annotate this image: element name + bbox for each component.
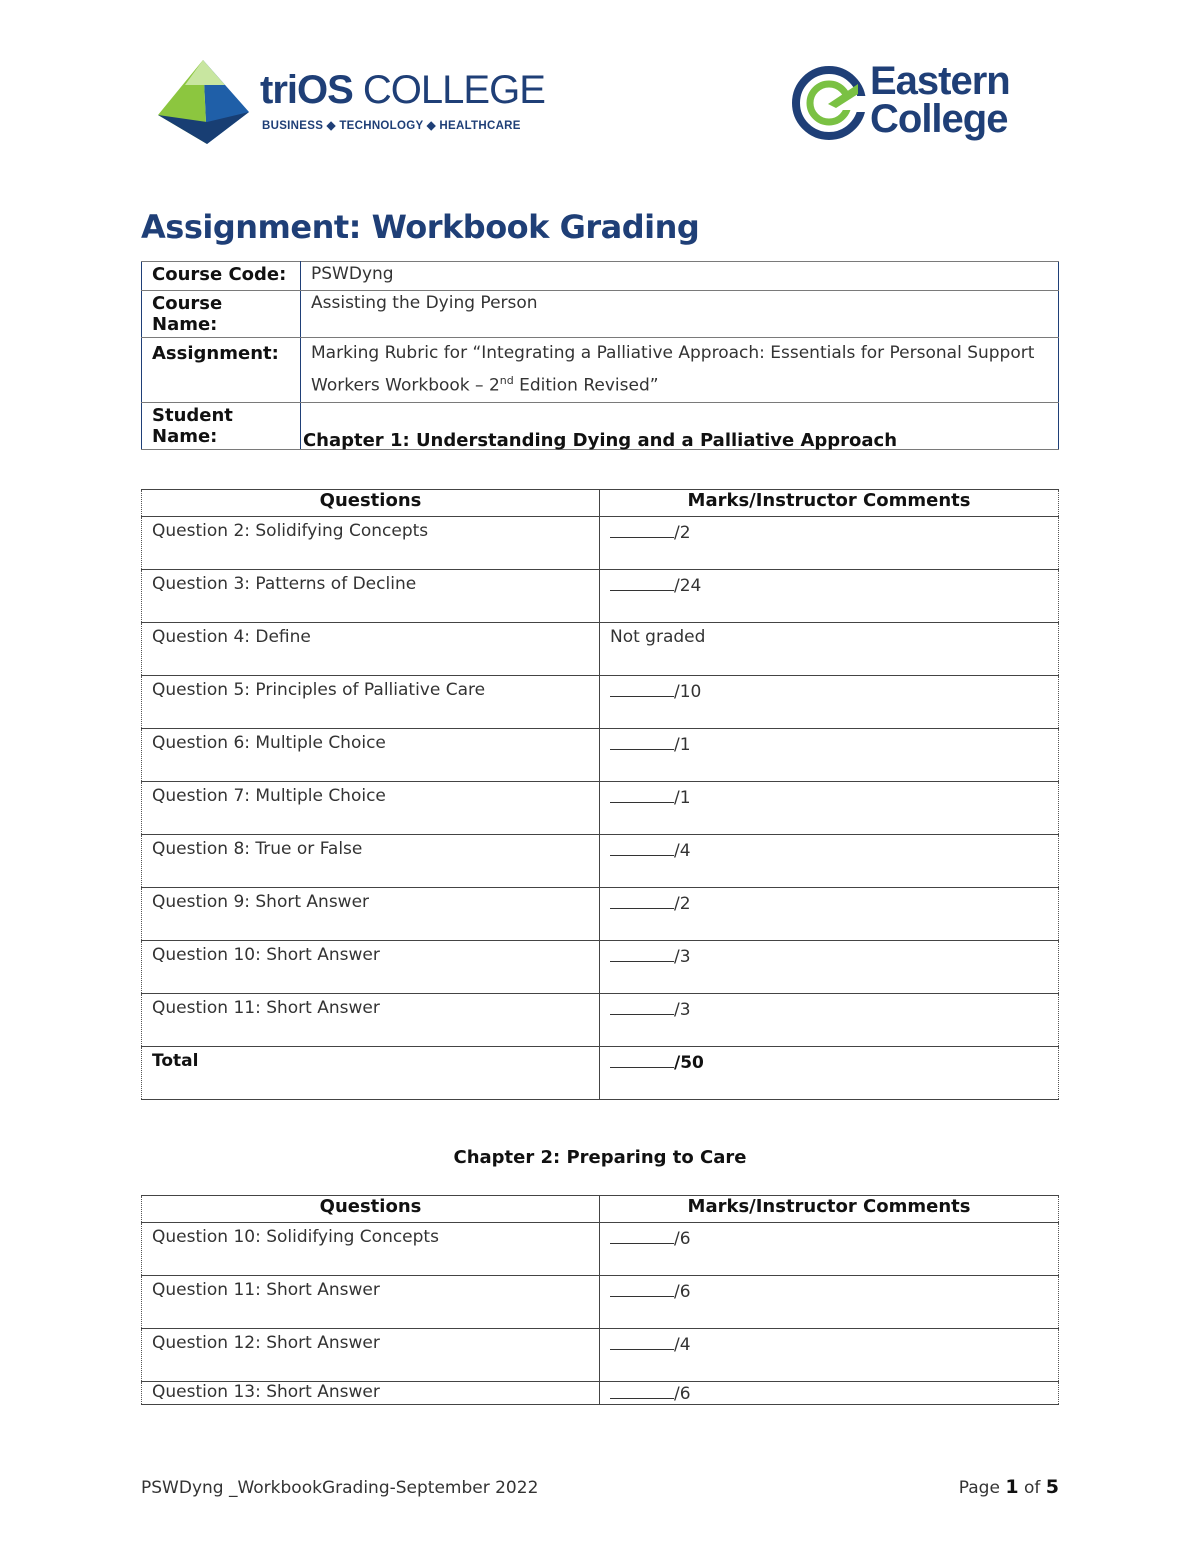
question-cell: Question 3: Patterns of Decline <box>142 570 600 623</box>
marks-cell[interactable] <box>600 517 1059 570</box>
mark-blank[interactable] <box>610 1051 674 1068</box>
info-label: Assignment: <box>142 338 301 403</box>
table-row <box>142 1329 1059 1382</box>
question-cell: Question 9: Short Answer <box>142 888 600 941</box>
table-row <box>142 888 1059 941</box>
marks-cell[interactable] <box>600 1223 1059 1276</box>
marks-cell[interactable] <box>600 1276 1059 1329</box>
footer-document-name: PSWDyng _WorkbookGrading-September 2022 <box>141 1478 539 1498</box>
question-cell: Question 11: Short Answer <box>142 994 600 1047</box>
question-cell: Question 5: Principles of Palliative Care <box>142 676 600 729</box>
mark-blank[interactable] <box>610 892 674 909</box>
chapter-1-grading-table <box>141 489 1059 1100</box>
table-row <box>142 570 1059 623</box>
marks-cell[interactable] <box>600 729 1059 782</box>
table-row <box>142 1276 1059 1329</box>
question-cell: Question 12: Short Answer <box>142 1329 600 1382</box>
marks-cell[interactable] <box>600 570 1059 623</box>
trios-college-logo <box>155 60 545 150</box>
mark-blank[interactable] <box>610 521 674 538</box>
mark-out-of: /3 <box>674 1000 691 1020</box>
mark-blank[interactable] <box>610 574 674 591</box>
question-cell: Question 10: Solidifying Concepts <box>142 1223 600 1276</box>
mark-blank[interactable] <box>610 1333 674 1350</box>
questions-header: Questions <box>142 490 600 517</box>
mark-out-of: /2 <box>674 894 691 914</box>
question-cell: Question 11: Short Answer <box>142 1276 600 1329</box>
table-row <box>142 623 1059 676</box>
mark-blank[interactable] <box>610 1227 674 1244</box>
marks-cell[interactable] <box>600 994 1059 1047</box>
eastern-c-icon <box>792 66 866 140</box>
info-row-assignment <box>142 338 1059 403</box>
mark-blank[interactable] <box>610 998 674 1015</box>
chapter-2-grading-table <box>141 1195 1059 1405</box>
marks-header: Marks/Instructor Comments <box>600 1196 1059 1223</box>
info-value: PSWDyng <box>301 262 1059 291</box>
total-row <box>142 1047 1059 1100</box>
marks-cell[interactable] <box>600 1329 1059 1382</box>
mark-blank[interactable] <box>610 786 674 803</box>
mark-out-of: /2 <box>674 523 691 543</box>
mark-blank[interactable] <box>610 1280 674 1297</box>
mark-out-of: /6 <box>674 1282 691 1302</box>
trios-tagline: BUSINESS ◆ TECHNOLOGY ◆ HEALTHCARE <box>262 120 521 132</box>
eastern-wordmark: Eastern College <box>870 59 1010 141</box>
table-header-row <box>142 490 1059 517</box>
question-cell: Question 8: True or False <box>142 835 600 888</box>
mark-out-of: /50 <box>674 1053 704 1073</box>
course-info-table <box>141 261 1059 450</box>
info-row-course-code <box>142 262 1059 291</box>
question-cell: Question 4: Define <box>142 623 600 676</box>
table-row <box>142 941 1059 994</box>
table-row <box>142 676 1059 729</box>
chapter-1-heading: Chapter 1: Understanding Dying and a Palliative Approach <box>302 430 898 451</box>
marks-cell[interactable] <box>600 782 1059 835</box>
total-label: Total <box>142 1047 600 1100</box>
mark-out-of: /6 <box>674 1229 691 1249</box>
mark-out-of: /1 <box>674 735 691 755</box>
mark-out-of: /4 <box>674 1335 691 1355</box>
question-cell: Question 10: Short Answer <box>142 941 600 994</box>
mark-out-of: /6 <box>674 1384 691 1404</box>
info-label: Student Name: <box>142 402 301 449</box>
question-cell: Question 13: Short Answer <box>142 1382 600 1405</box>
table-row <box>142 1382 1059 1405</box>
marks-cell[interactable] <box>600 888 1059 941</box>
question-cell: Question 2: Solidifying Concepts <box>142 517 600 570</box>
marks-cell[interactable]: Not graded <box>600 623 1059 676</box>
mark-blank[interactable] <box>610 680 674 697</box>
marks-cell[interactable] <box>600 941 1059 994</box>
questions-header: Questions <box>142 1196 600 1223</box>
page-title: Assignment: Workbook Grading <box>141 208 700 246</box>
mark-blank[interactable] <box>610 945 674 962</box>
table-row <box>142 994 1059 1047</box>
mark-out-of: /24 <box>674 576 702 596</box>
mark-blank[interactable] <box>610 733 674 750</box>
marks-header: Marks/Instructor Comments <box>600 490 1059 517</box>
table-row <box>142 729 1059 782</box>
question-cell: Question 6: Multiple Choice <box>142 729 600 782</box>
info-row-course-name <box>142 291 1059 338</box>
marks-cell[interactable] <box>600 676 1059 729</box>
table-row <box>142 517 1059 570</box>
mark-blank[interactable] <box>610 1382 674 1399</box>
table-row <box>142 835 1059 888</box>
total-marks-cell[interactable] <box>600 1047 1059 1100</box>
mark-out-of: /3 <box>674 947 691 967</box>
marks-cell[interactable] <box>600 1382 1059 1405</box>
info-label: Course Name: <box>142 291 301 338</box>
question-cell: Question 7: Multiple Choice <box>142 782 600 835</box>
table-row <box>142 782 1059 835</box>
trios-wordmark: triOS COLLEGE <box>260 68 545 112</box>
eastern-college-logo <box>792 59 1062 152</box>
footer-page-number: Page 1 of 5 <box>958 1476 1059 1498</box>
table-row <box>142 1223 1059 1276</box>
marks-cell[interactable] <box>600 835 1059 888</box>
mark-out-of: /4 <box>674 841 691 861</box>
mark-out-of: /1 <box>674 788 691 808</box>
info-label: Course Code: <box>142 262 301 291</box>
table-header-row <box>142 1196 1059 1223</box>
chapter-2-heading: Chapter 2: Preparing to Care <box>453 1147 747 1168</box>
trios-pyramid-icon <box>155 60 255 150</box>
mark-out-of: /10 <box>674 682 702 702</box>
info-value: Assisting the Dying Person <box>301 291 1059 338</box>
mark-blank[interactable] <box>610 839 674 856</box>
info-value: Marking Rubric for “Integrating a Palliative Approach: Essentials for Personal Support Workers Workbook – 2nd Edition Revised” <box>301 338 1059 403</box>
